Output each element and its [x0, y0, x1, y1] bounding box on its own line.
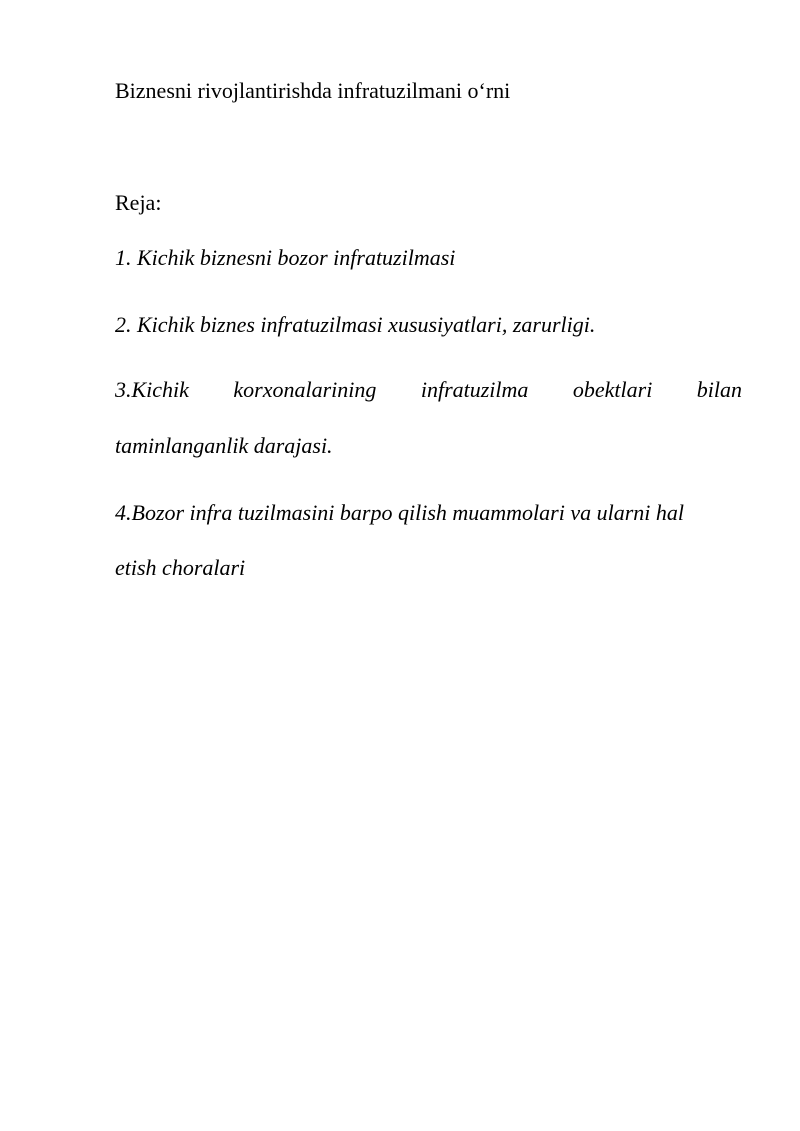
- plan-item-1: 1. Kichik biznesni bozor infratuzilmasi: [115, 245, 456, 270]
- plan-item-3-word: korxonalarining: [233, 377, 377, 402]
- plan-item-3-line-2: taminlanganlik darajasi.: [115, 433, 333, 458]
- plan-item-2: 2. Kichik biznes infratuzilmasi xususiyatlari, zarurligi.: [115, 312, 596, 337]
- document-title: Biznesni rivojlantirishda infratuzilmani o‘rni: [115, 78, 511, 103]
- plan-item-4-line-1: 4.Bozor infra tuzilmasini barpo qilish muammolari va ularni hal: [115, 500, 684, 525]
- plan-item-3-word: obektlari: [572, 377, 653, 402]
- plan-heading: Reja:: [115, 190, 162, 215]
- plan-item-3-word: 3.Kichik: [115, 377, 189, 402]
- plan-item-4-line-2: etish choralari: [115, 555, 246, 580]
- plan-item-3-word: bilan: [696, 377, 742, 402]
- plan-item-3-line-1: [115, 376, 742, 404]
- plan-item-3-word: infratuzilma: [420, 377, 529, 402]
